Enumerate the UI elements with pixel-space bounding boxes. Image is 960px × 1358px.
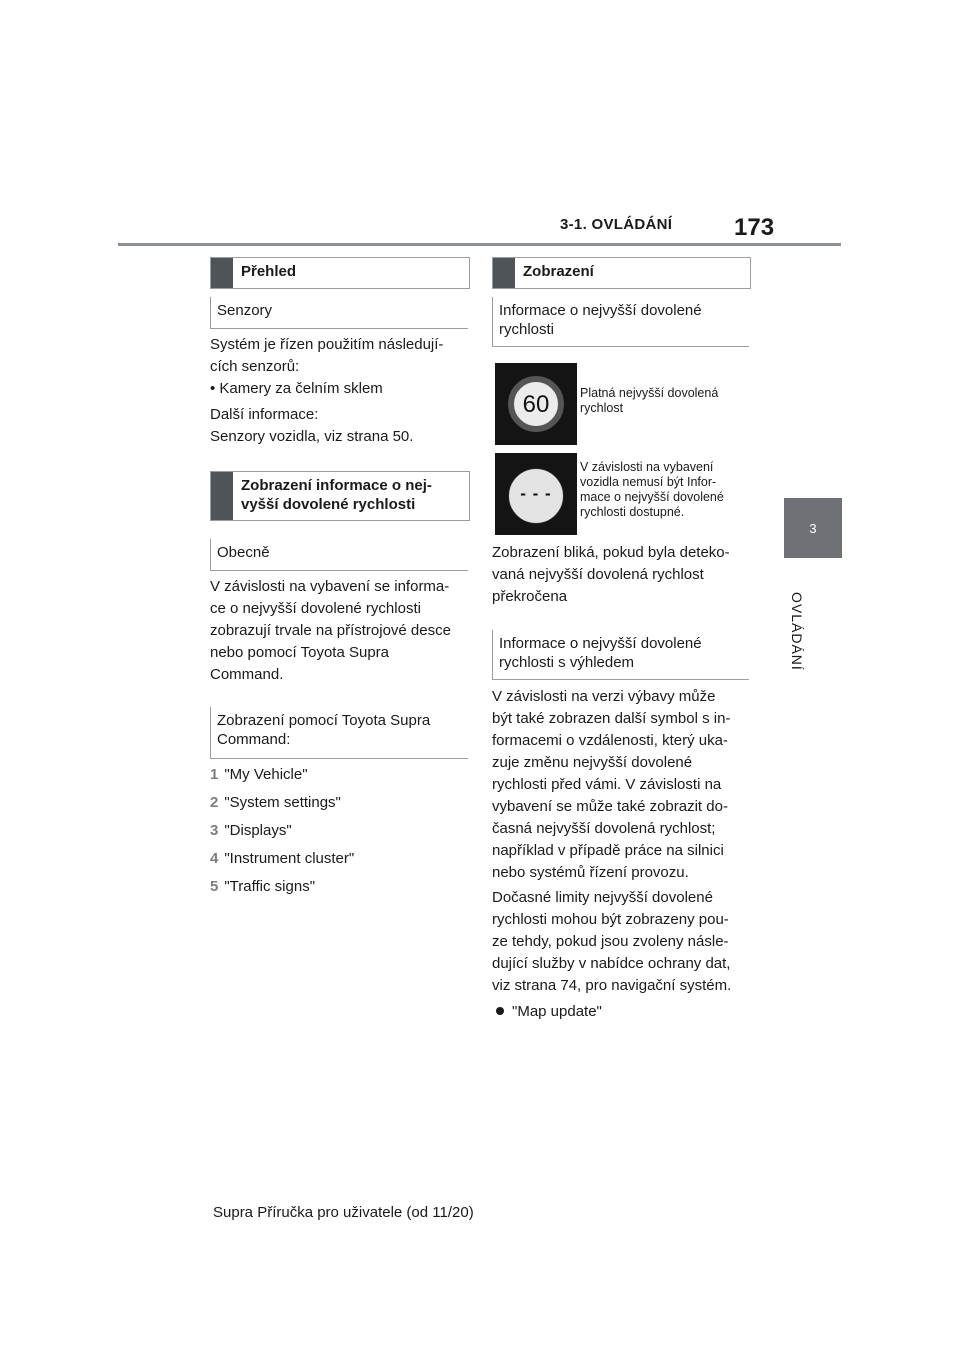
- caption-line: rychlosti dostupné.: [580, 505, 685, 519]
- caption-line: mace o nejvyšší dovolené: [580, 490, 724, 504]
- paragraph-line: vaná nejvyšší dovolená rychlost: [492, 566, 704, 583]
- bullet-text: "Map update": [512, 1003, 602, 1020]
- step-number: 3: [210, 822, 219, 839]
- subheading-sensors: Senzory: [210, 297, 468, 329]
- icon-caption: [580, 386, 718, 416]
- filled-circle-bullet-icon: [496, 1007, 504, 1015]
- speed-sign-value: 60: [522, 391, 550, 418]
- bullet-item: • Kamery za čelním sklem: [210, 380, 383, 397]
- caption-line: vozidla nemusí být Infor-: [580, 475, 717, 489]
- paragraph-line: cích senzorů:: [210, 358, 300, 375]
- paragraph-line: vybavení se může také zobrazit do-: [492, 798, 728, 815]
- step-item: [210, 792, 341, 814]
- step-number: 4: [210, 850, 219, 867]
- paragraph-line: formacemi o vzdálenosti, který uka-: [492, 732, 728, 749]
- paragraph-line: V závislosti na verzi výbavy může: [492, 688, 716, 705]
- step-item: [210, 848, 354, 870]
- step-item: [210, 764, 308, 786]
- paragraph-line: ce o nejvyšší dovolené rychlosti: [210, 600, 421, 617]
- paragraph-line: časná nejvyšší dovolená rychlost;: [492, 820, 716, 837]
- caption-line: rychlost: [580, 401, 624, 415]
- step-item: [210, 876, 315, 898]
- subheading-line: Zobrazení pomocí Toyota Supra: [217, 712, 431, 729]
- subheading-speed-info: [492, 297, 749, 347]
- speed-sign-empty-icon: [508, 468, 564, 524]
- step-text: "Traffic signs": [224, 878, 316, 895]
- bullet-item: [492, 1001, 602, 1023]
- subheading-general: Obecně: [210, 539, 468, 571]
- heading-box-speed-info: [210, 471, 470, 521]
- chapter-side-text: OVLÁDÁNÍ: [789, 592, 805, 671]
- paragraph-line: Systém je řízen použitím následují-: [210, 336, 444, 353]
- paragraph-line: viz strana 74, pro navigační systém.: [492, 977, 732, 994]
- step-number: 5: [210, 878, 219, 895]
- step-number: 1: [210, 766, 219, 783]
- paragraph-line: nebo pomocí Toyota Supra: [210, 644, 390, 661]
- paragraph-line: rychlosti před vámi. V závislosti na: [492, 776, 722, 793]
- header-divider: [118, 243, 841, 246]
- paragraph-line: Zobrazení bliká, pokud byla deteko-: [492, 544, 730, 561]
- subheading-line: Informace o nejvyšší dovolené: [499, 302, 702, 319]
- page-number: 173: [734, 214, 775, 241]
- chapter-number: 3: [809, 520, 817, 536]
- heading-box-display: [492, 257, 751, 289]
- paragraph-line: dující služby v nabídce ochrany dat,: [492, 955, 731, 972]
- step-text: "Instrument cluster": [224, 850, 355, 867]
- heading-bar: [493, 258, 515, 288]
- heading-line: vyšší dovolené rychlosti: [241, 496, 416, 513]
- heading-bar: [211, 472, 233, 520]
- paragraph-line: zobrazují trvale na přístrojové desce: [210, 622, 451, 639]
- section-title: 3-1. OVLÁDÁNÍ: [560, 216, 673, 233]
- paragraph-line: Senzory vozidla, viz strana 50.: [210, 428, 414, 445]
- paragraph-line: rychlosti mohou být zobrazeny pou-: [492, 911, 729, 928]
- paragraph-line: například v případě práce na silnici: [492, 842, 724, 859]
- heading-box-overview: [210, 257, 470, 289]
- heading-bar: [211, 258, 233, 288]
- step-text: "Displays": [224, 822, 292, 839]
- subheading-line: Informace o nejvyšší dovolené: [499, 635, 702, 652]
- paragraph-line: V závislosti na vybavení se informa-: [210, 578, 450, 595]
- paragraph-line: zuje změnu nejvyšší dovolené: [492, 754, 693, 771]
- chapter-side-label: [765, 592, 825, 688]
- subheading-line: rychlosti s výhledem: [499, 654, 635, 671]
- caption-line: V závislosti na vybavení: [580, 460, 714, 474]
- subheading-display-command: [210, 707, 468, 759]
- step-text: "System settings": [224, 794, 341, 811]
- paragraph-line: Command.: [210, 666, 284, 683]
- icon-caption: [580, 460, 724, 520]
- heading-text: Zobrazení: [523, 263, 594, 280]
- speed-limit-unavailable-image: [495, 453, 577, 535]
- speed-limit-60-image: [495, 363, 577, 445]
- caption-line: Platná nejvyšší dovolená: [580, 386, 719, 400]
- subheading-line: Command:: [217, 731, 291, 748]
- paragraph-line: Další informace:: [210, 406, 319, 423]
- paragraph-line: překročena: [492, 588, 568, 605]
- speed-sign-icon: [508, 376, 564, 432]
- heading-text: [233, 472, 440, 520]
- step-item: [210, 820, 292, 842]
- heading-line: Zobrazení informace o nej-: [241, 477, 432, 494]
- paragraph-line: nebo systémů řízení provozu.: [492, 864, 689, 881]
- step-text: "My Vehicle": [224, 766, 308, 783]
- paragraph-line: být také zobrazen další symbol s in-: [492, 710, 731, 727]
- chapter-tab: [784, 498, 842, 558]
- paragraph-line: ze tehdy, pokud jsou zvoleny násle-: [492, 933, 729, 950]
- step-number: 2: [210, 794, 219, 811]
- speed-sign-dashes: - - -: [520, 484, 552, 503]
- subheading-speed-preview: [492, 630, 749, 680]
- heading-text: Přehled: [241, 263, 297, 280]
- page-footer: Supra Příručka pro uživatele (od 11/20): [213, 1204, 474, 1221]
- paragraph-line: Dočasné limity nejvyšší dovolené: [492, 889, 713, 906]
- subheading-line: rychlosti: [499, 321, 555, 338]
